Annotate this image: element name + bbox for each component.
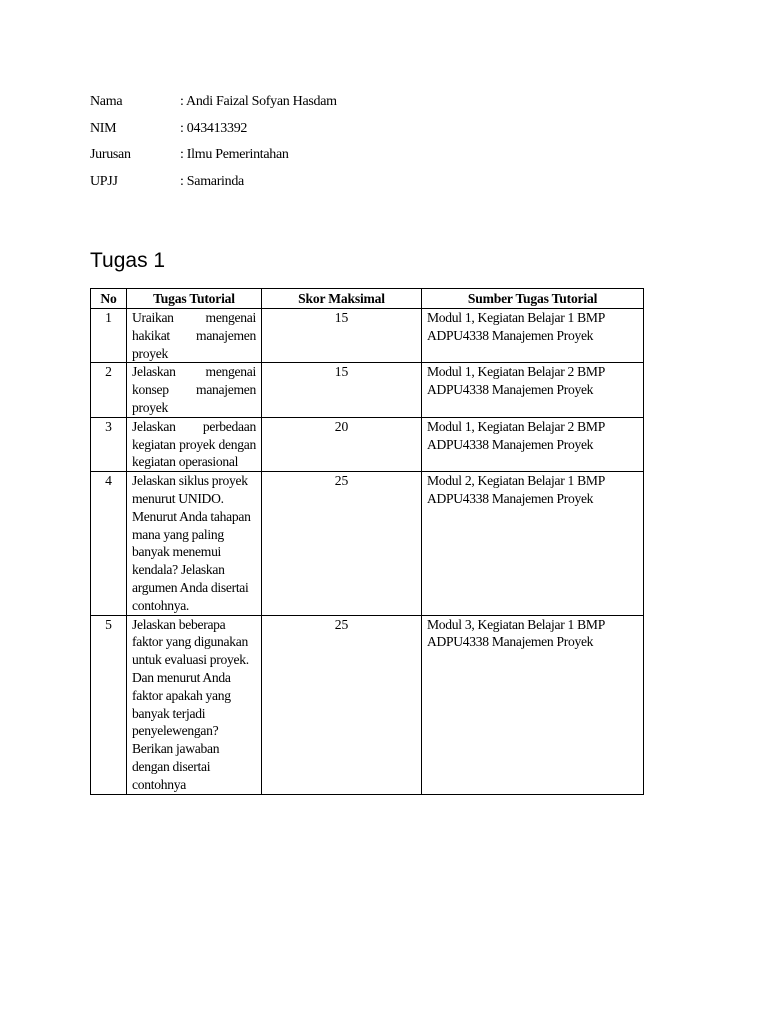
info-row-upjj (90, 172, 337, 199)
cell-task: Uraikan mengenai hakikat manajemen proyek (127, 309, 262, 363)
table-row (91, 309, 644, 363)
cell-source: Modul 2, Kegiatan Belajar 1 BMP ADPU4338 Manajemen Proyek (422, 472, 644, 615)
info-row-nama (90, 92, 337, 119)
cell-score: 20 (262, 417, 422, 471)
cell-task: Jelaskan mengenai konsep manajemen proyek (127, 363, 262, 417)
table-header-row (91, 289, 644, 309)
cell-no: 4 (91, 472, 127, 615)
cell-task: Jelaskan perbedaan kegiatan proyek dengan kegiatan operasional (127, 417, 262, 471)
info-label: Nama (90, 94, 123, 109)
task-table (90, 288, 644, 795)
table-row (91, 363, 644, 417)
cell-no: 5 (91, 615, 127, 794)
table-row (91, 417, 644, 471)
cell-task: Jelaskan beberapa faktor yang digunakan untuk evaluasi proyek. Dan menurut Anda faktor apakah yang banyak terjadi penyelewengan? Berikan jawaban dengan disertai contohnya (127, 615, 262, 794)
cell-task: Jelaskan siklus proyek menurut UNIDO. Menurut Anda tahapan mana yang paling banyak menemui kendala? Jelaskan argumen Anda disertai contohnya. (127, 472, 262, 615)
info-row-jurusan (90, 145, 337, 172)
cell-no: 3 (91, 417, 127, 471)
header-no: No (91, 289, 127, 309)
cell-no: 1 (91, 309, 127, 363)
header-task: Tugas Tutorial (127, 289, 262, 309)
cell-score: 15 (262, 363, 422, 417)
table-row (91, 472, 644, 615)
header-score: Skor Maksimal (262, 289, 422, 309)
info-label: Jurusan (90, 147, 131, 162)
student-info (90, 92, 337, 198)
cell-source: Modul 1, Kegiatan Belajar 1 BMP ADPU4338 Manajemen Proyek (422, 309, 644, 363)
info-value: : Andi Faizal Sofyan Hasdam (180, 94, 337, 109)
table-row (91, 615, 644, 794)
header-source: Sumber Tugas Tutorial (422, 289, 644, 309)
cell-score: 25 (262, 472, 422, 615)
cell-source: Modul 3, Kegiatan Belajar 1 BMP ADPU4338 Manajemen Proyek (422, 615, 644, 794)
page-heading: Tugas 1 (90, 249, 166, 272)
info-label: NIM (90, 120, 117, 136)
cell-score: 25 (262, 615, 422, 794)
cell-source: Modul 1, Kegiatan Belajar 2 BMP ADPU4338 Manajemen Proyek (422, 363, 644, 417)
info-value: : 043413392 (180, 120, 248, 136)
cell-source: Modul 1, Kegiatan Belajar 2 BMP ADPU4338 Manajemen Proyek (422, 417, 644, 471)
info-value: : Samarinda (180, 173, 244, 189)
cell-no: 2 (91, 363, 127, 417)
info-value: : Ilmu Pemerintahan (180, 147, 289, 162)
info-label: UPJJ (90, 173, 118, 189)
info-row-nim (90, 119, 337, 146)
cell-score: 15 (262, 309, 422, 363)
